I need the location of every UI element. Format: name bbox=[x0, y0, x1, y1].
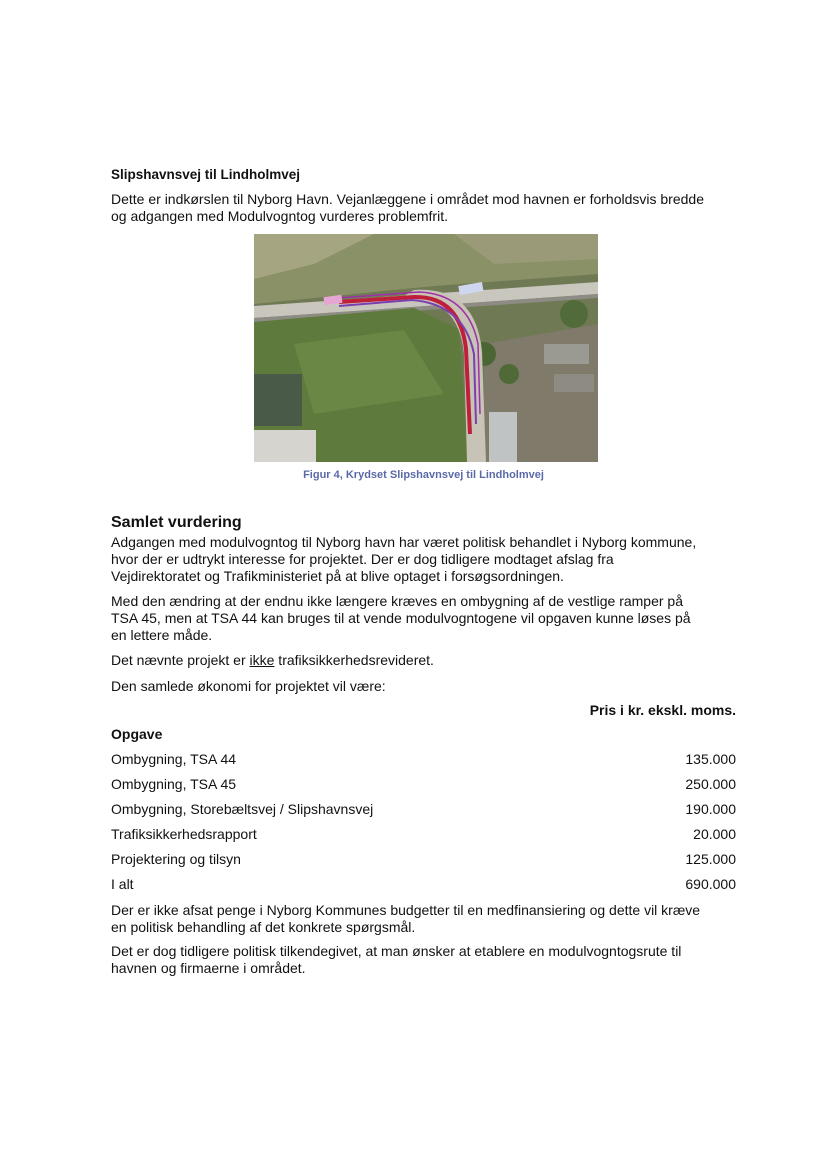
assessment-paragraph-1 bbox=[111, 534, 736, 585]
section-intro-paragraph bbox=[111, 191, 736, 225]
paragraph-line: en politisk behandling af det konkrete spørgsmål. bbox=[111, 919, 416, 935]
task-header: Opgave bbox=[111, 726, 163, 742]
assessment-paragraph-4: Den samlede økonomi for projektet vil være: bbox=[111, 678, 386, 694]
figure-caption: Figur 4, Krydset Slipshavnsvej til Lindholmvej bbox=[303, 469, 544, 481]
row-label: Ombygning, TSA 45 bbox=[111, 776, 237, 792]
row-value: 125.000 bbox=[685, 851, 736, 867]
price-header: Pris i kr. ekskl. moms. bbox=[589, 702, 736, 718]
row-label: Ombygning, Storebæltsvej / Slipshavnsvej bbox=[111, 801, 374, 817]
assessment-paragraph-3 bbox=[111, 652, 736, 669]
paragraph-line: hvor der er udtrykt interesse for projektet. Der er dog tidligere modtaget afslag fra bbox=[111, 551, 614, 567]
table-total-row bbox=[111, 876, 736, 893]
closing-paragraph-1 bbox=[111, 902, 736, 936]
row-label: Trafiksikkerhedsrapport bbox=[111, 826, 257, 842]
price-header-row bbox=[111, 702, 736, 719]
row-value: 190.000 bbox=[685, 801, 736, 817]
section-heading-samlet-vurdering: Samlet vurdering bbox=[111, 514, 242, 531]
row-value: 20.000 bbox=[693, 826, 736, 842]
paragraph-line: Det er dog tidligere politisk tilkendegivet, at man ønsker at etablere en modulvogntogsrute til bbox=[111, 943, 682, 959]
table-row bbox=[111, 751, 736, 768]
aerial-photo-image bbox=[254, 234, 598, 462]
assessment-paragraph-2 bbox=[111, 593, 736, 644]
paragraph-line: Dette er indkørslen til Nyborg Havn. Vejanlæggene i området mod havnen er forholdsvis bredde bbox=[111, 191, 704, 207]
closing-paragraph-2 bbox=[111, 943, 736, 977]
paragraph-line: en lettere måde. bbox=[111, 627, 213, 643]
table-row bbox=[111, 826, 736, 843]
task-header-row bbox=[111, 726, 736, 743]
table-row bbox=[111, 851, 736, 868]
underlined-word: ikke bbox=[249, 652, 275, 668]
paragraph-line: Med den ændring at der endnu ikke længere kræves en ombygning af de vestlige ramper på bbox=[111, 593, 683, 609]
paragraph-line: TSA 45, men at TSA 44 kan bruges til at vende modulvogntogene vil opgaven kunne løses på bbox=[111, 610, 691, 626]
aerial-photo-figure bbox=[254, 234, 598, 462]
table-row bbox=[111, 801, 736, 818]
paragraph-line: Der er ikke afsat penge i Nyborg Kommunes budgetter til en medfinansiering og dette vil kræve bbox=[111, 902, 701, 918]
paragraph-text: Det nævnte projekt er bbox=[111, 652, 250, 668]
paragraph-line: havnen og firmaerne i området. bbox=[111, 960, 306, 976]
row-label: Ombygning, TSA 44 bbox=[111, 751, 237, 767]
row-value: 135.000 bbox=[685, 751, 736, 767]
table-row bbox=[111, 776, 736, 793]
row-value: 250.000 bbox=[685, 776, 736, 792]
paragraph-line: og adgangen med Modulvogntog vurderes problemfrit. bbox=[111, 208, 448, 224]
paragraph-line: Vejdirektoratet og Trafikministeriet på at blive optaget i forsøgsordningen. bbox=[111, 568, 564, 584]
row-value: 690.000 bbox=[685, 876, 736, 892]
row-label: Projektering og tilsyn bbox=[111, 851, 241, 867]
section-heading-slipshavnsvej: Slipshavnsvej til Lindholmvej bbox=[111, 167, 301, 182]
row-label: I alt bbox=[111, 876, 134, 892]
paragraph-text: trafiksikkerhedsrevideret. bbox=[274, 652, 434, 668]
paragraph-line: Adgangen med modulvogntog til Nyborg havn har været politisk behandlet i Nyborg kommune, bbox=[111, 534, 697, 550]
